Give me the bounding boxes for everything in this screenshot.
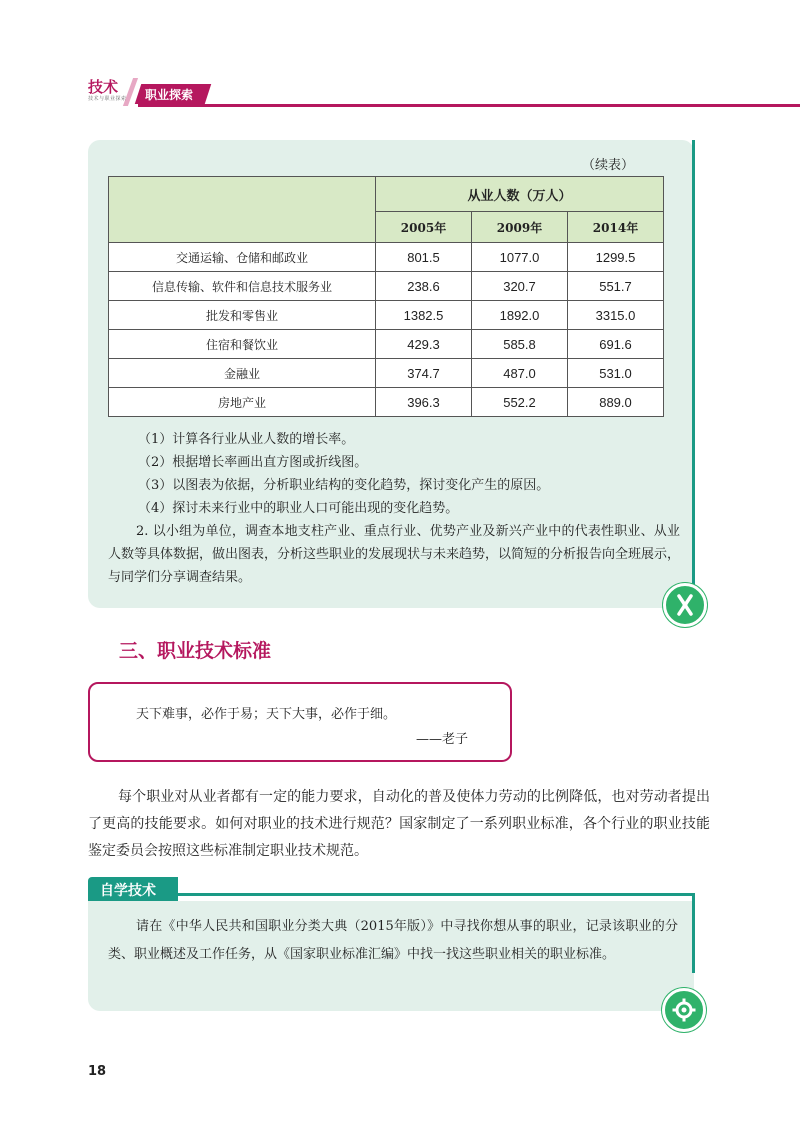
body-paragraph: 每个职业对从业者都有一定的能力要求，自动化的普及使体力劳动的比例降低，也对劳动者提出了更高的技能要求。如何对职业的技术进行规范？国家制定了一系列职业标准，各个行业的职业技能鉴定委员会按照这些标准制定职业技术规范。	[88, 789, 710, 859]
quote-author: ——老子	[416, 732, 469, 747]
activity-panel-stripe	[692, 140, 695, 590]
employment-table	[108, 176, 664, 417]
gear-icon	[662, 988, 706, 1032]
body-text	[88, 784, 710, 865]
table-cell: 396.3	[376, 388, 472, 417]
header-rule	[138, 104, 800, 107]
table-row	[109, 243, 664, 272]
row-label: 住宿和餐饮业	[109, 330, 376, 359]
task-2-paragraph: 2. 以小组为单位，调查本地支柱产业、重点行业、优势产业及新兴产业中的代表性职业、从业人数等具体数据，做出图表，分析这些职业的发展现状与未来趋势，以简短的分析报告向全班展示，与同学们分享调查结果。	[108, 524, 681, 585]
table-cell: 374.7	[376, 359, 472, 388]
table-cell: 552.2	[472, 388, 568, 417]
table-cell: 487.0	[472, 359, 568, 388]
table-header-row	[109, 177, 664, 212]
section-title: 三、职业技术标准	[119, 640, 272, 662]
table-cell: 3315.0	[568, 301, 664, 330]
self-study-text	[108, 913, 678, 969]
table-cell: 531.0	[568, 359, 664, 388]
table-cell: 320.7	[472, 272, 568, 301]
header-brand-subtitle: 技术与职业探索	[88, 96, 127, 102]
row-label: 交通运输、仓储和邮政业	[109, 243, 376, 272]
table-cell: 551.7	[568, 272, 664, 301]
header-brand: 技术	[88, 78, 119, 96]
table-row	[109, 388, 664, 417]
table-group-header: 从业人数（万人）	[376, 177, 664, 212]
continued-label: （续表）	[582, 158, 635, 173]
activity-tasks	[108, 428, 680, 589]
table-row	[109, 330, 664, 359]
row-label: 信息传输、软件和信息技术服务业	[109, 272, 376, 301]
table-cell: 585.8	[472, 330, 568, 359]
self-study-rule-vertical	[692, 893, 695, 973]
self-study-rule	[175, 893, 695, 896]
table-cell: 1077.0	[472, 243, 568, 272]
page-number: 18	[88, 1064, 107, 1079]
task-item: （4）探讨未来行业中的职业人口可能出现的变化趋势。	[138, 501, 459, 516]
quote-text: 天下难事，必作于易；天下大事，必作于细。	[136, 707, 397, 722]
table-cell: 801.5	[376, 243, 472, 272]
self-study-label: 自学技术	[100, 883, 156, 899]
task-item: （2）根据增长率画出直方图或折线图。	[138, 455, 368, 470]
table-row	[109, 272, 664, 301]
self-study-paragraph: 请在《中华人民共和国职业分类大典（2015年版）》中寻找你想从事的职业，记录该职业的分类、职业概述及工作任务，从《国家职业标准汇编》中找一找这些职业相关的职业标准。	[108, 919, 678, 962]
table-cell: 1892.0	[472, 301, 568, 330]
task-item: （1）计算各行业从业人数的增长率。	[138, 432, 355, 447]
header-title: 职业探索	[145, 88, 194, 102]
table-cell: 429.3	[376, 330, 472, 359]
table-cell: 691.6	[568, 330, 664, 359]
table-corner-cell	[109, 177, 376, 243]
quote-box	[88, 682, 512, 762]
year-header: 2009年	[472, 212, 568, 243]
table-row	[109, 359, 664, 388]
row-label: 房地产业	[109, 388, 376, 417]
table-cell: 1299.5	[568, 243, 664, 272]
year-header: 2005年	[376, 212, 472, 243]
year-header: 2014年	[568, 212, 664, 243]
table-cell: 1382.5	[376, 301, 472, 330]
table-row	[109, 301, 664, 330]
table-body	[109, 243, 664, 417]
task-item: （3）以图表为依据，分析职业结构的变化趋势，探讨变化产生的原因。	[138, 478, 550, 493]
page-header	[0, 0, 800, 110]
row-label: 金融业	[109, 359, 376, 388]
activity-icon	[663, 583, 707, 627]
table-cell: 238.6	[376, 272, 472, 301]
row-label: 批发和零售业	[109, 301, 376, 330]
table-cell: 889.0	[568, 388, 664, 417]
